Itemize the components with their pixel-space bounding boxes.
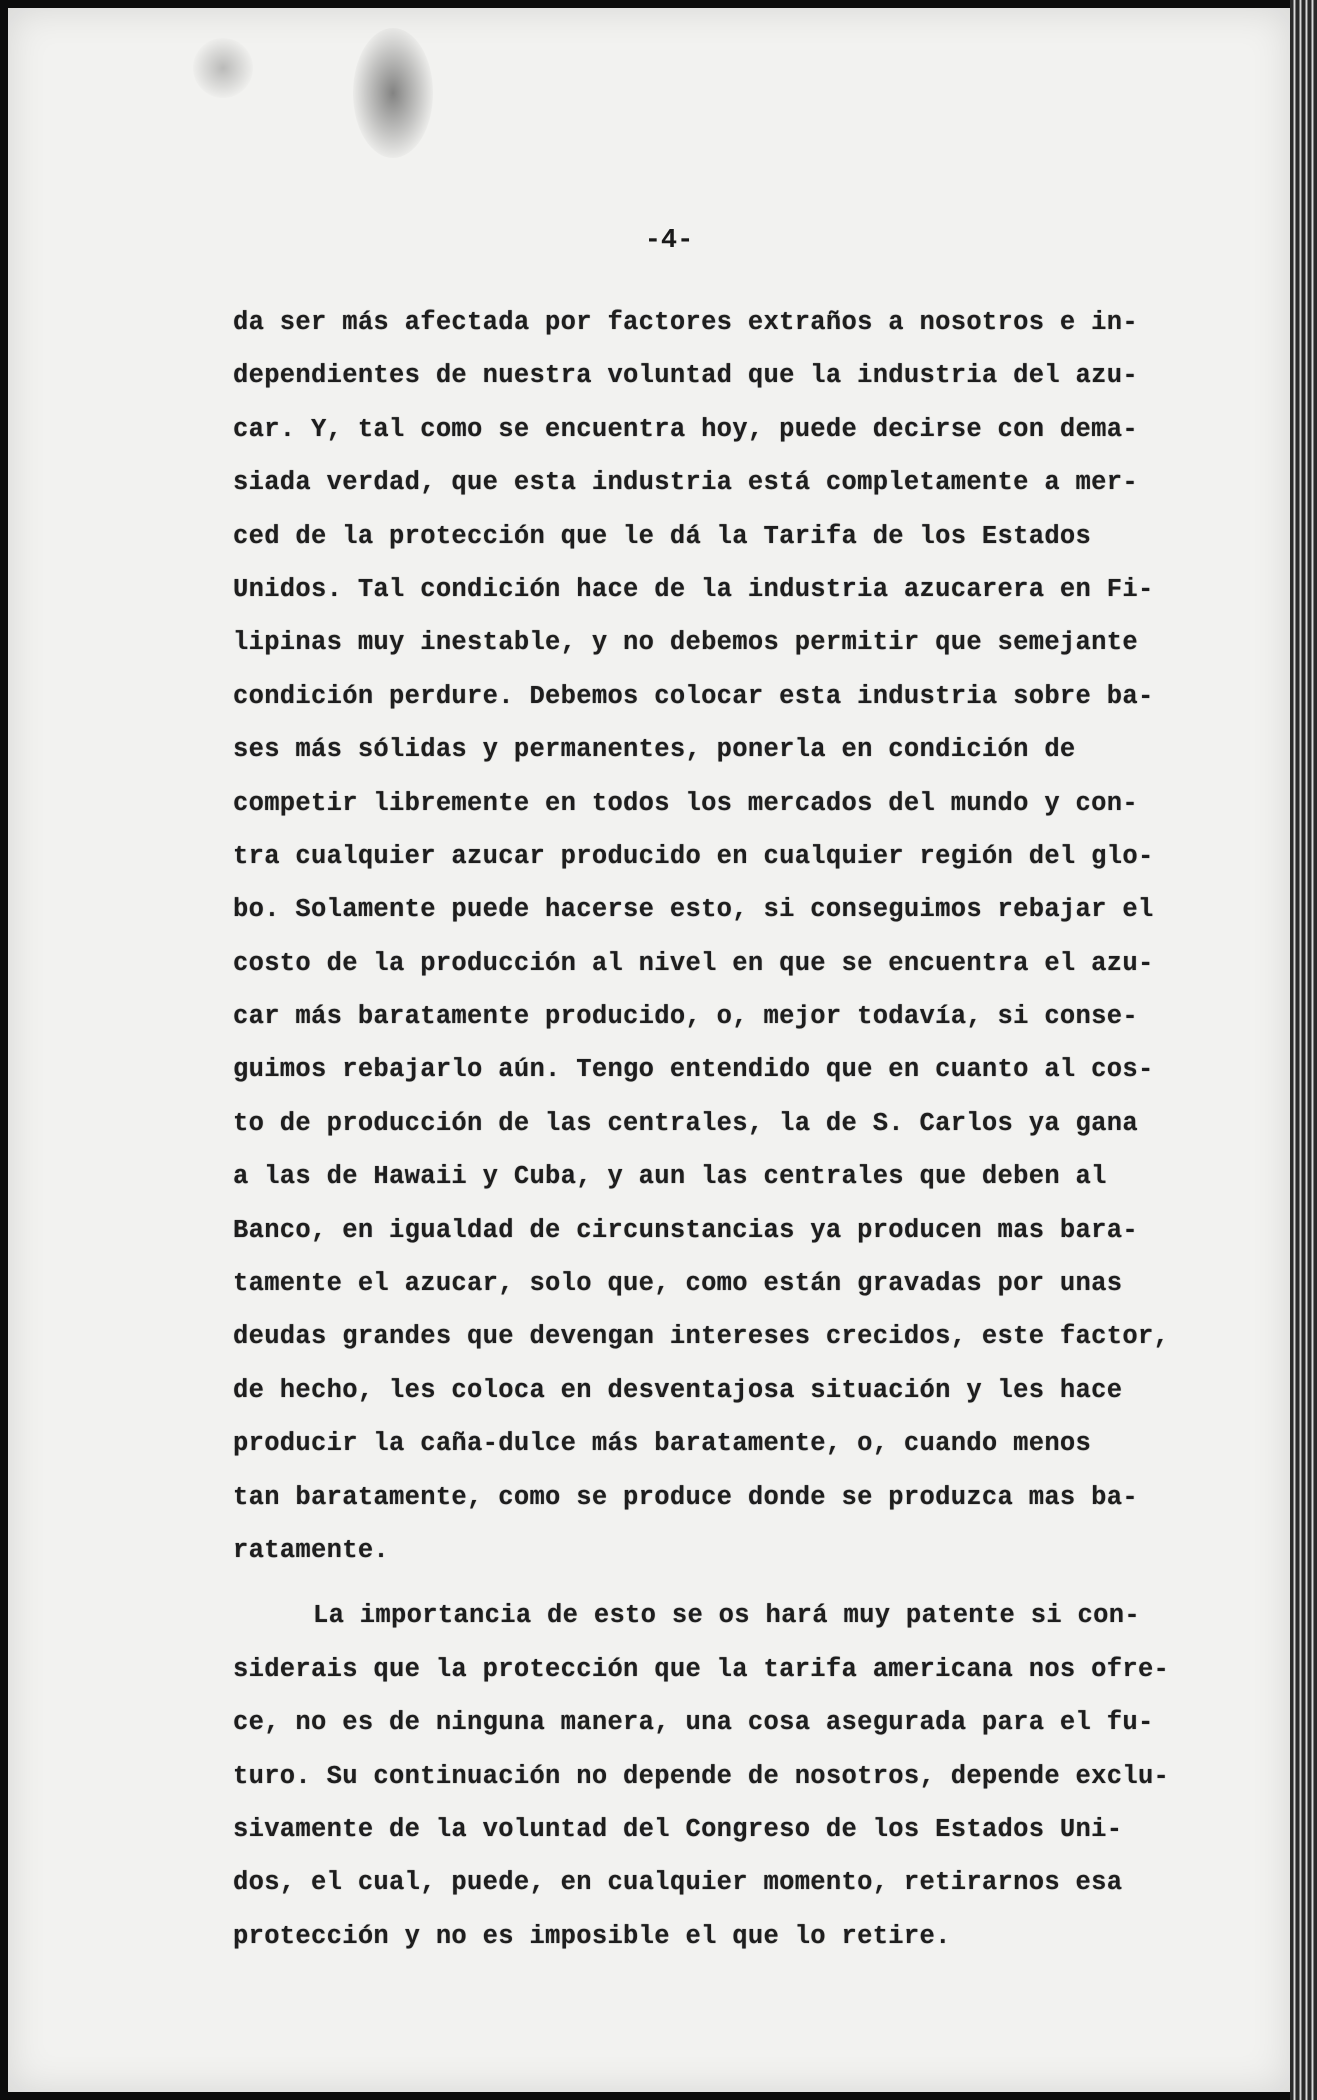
text-line: costo de la producción al nivel en que se encuentra el azu-	[233, 948, 1154, 978]
text-line: to de producción de las centrales, la de S. Carlos ya gana	[233, 1108, 1138, 1138]
text-line: siada verdad, que esta industria está completamente a mer-	[233, 468, 1138, 498]
ink-smudge	[353, 28, 433, 158]
text-line: guimos rebajarlo aún. Tengo entendido que en cuanto al cos-	[233, 1055, 1154, 1085]
text-line: ratamente.	[233, 1535, 390, 1565]
text-line: lipinas muy inestable, y no debemos permitir que semejante	[233, 628, 1138, 658]
text-line: producir la caña-dulce más baratamente, o, cuando menos	[233, 1429, 1092, 1459]
paragraph-2	[233, 1589, 1193, 1963]
text-line: dos, el cual, puede, en cualquier momento, retirarnos esa	[233, 1868, 1123, 1898]
text-line: ce, no es de ninguna manera, una cosa asegurada para el fu-	[233, 1708, 1154, 1738]
text-line: dependientes de nuestra voluntad que la industria del azu-	[233, 361, 1138, 391]
text-line: tamente el azucar, solo que, como están gravadas por unas	[233, 1269, 1123, 1299]
document-page	[8, 8, 1290, 2092]
text-line: condición perdure. Debemos colocar esta industria sobre ba-	[233, 681, 1154, 711]
text-line: car. Y, tal como se encuentra hoy, puede decirse con dema-	[233, 414, 1138, 444]
text-line: tan baratamente, como se produce donde se produzca mas ba-	[233, 1482, 1138, 1512]
paragraph-gap	[233, 1577, 1193, 1589]
text-line: ced de la protección que le dá la Tarifa de los Estados	[233, 521, 1092, 551]
text-line: Unidos. Tal condición hace de la industria azucarera en Fi-	[233, 574, 1154, 604]
text-line: a las de Hawaii y Cuba, y aun las centrales que deben al	[233, 1162, 1107, 1192]
text-line: de hecho, les coloca en desventajosa situación y les hace	[233, 1375, 1123, 1405]
text-line: protección y no es imposible el que lo retire.	[233, 1921, 951, 1951]
text-line: turo. Su continuación no depende de nosotros, depende exclu-	[233, 1761, 1170, 1791]
text-line: La importancia de esto se os hará muy patente si con-	[313, 1601, 1140, 1631]
text-line: siderais que la protección que la tarifa americana nos ofre-	[233, 1654, 1170, 1684]
text-line: car más baratamente producido, o, mejor todavía, si conse-	[233, 1002, 1138, 1032]
text-line: deudas grandes que devengan intereses crecidos, este factor,	[233, 1322, 1170, 1352]
text-line: competir libremente en todos los mercados del mundo y con-	[233, 788, 1138, 818]
ink-smudge	[193, 38, 253, 98]
paragraph-1	[233, 296, 1193, 1577]
body-text	[233, 296, 1193, 1963]
text-line: da ser más afectada por factores extraños a nosotros e in-	[233, 308, 1138, 337]
text-line: bo. Solamente puede hacerse esto, si conseguimos rebajar el	[233, 895, 1154, 925]
text-line: ses más sólidas y permanentes, ponerla en condición de	[233, 735, 1076, 765]
text-line: tra cualquier azucar producido en cualquier región del glo-	[233, 841, 1154, 871]
text-line: sivamente de la voluntad del Congreso de los Estados Uni-	[233, 1814, 1123, 1844]
stacked-pages-edge	[1290, 0, 1317, 2100]
page-number: -4-	[644, 226, 694, 256]
text-line: Banco, en igualdad de circunstancias ya producen mas bara-	[233, 1215, 1138, 1245]
